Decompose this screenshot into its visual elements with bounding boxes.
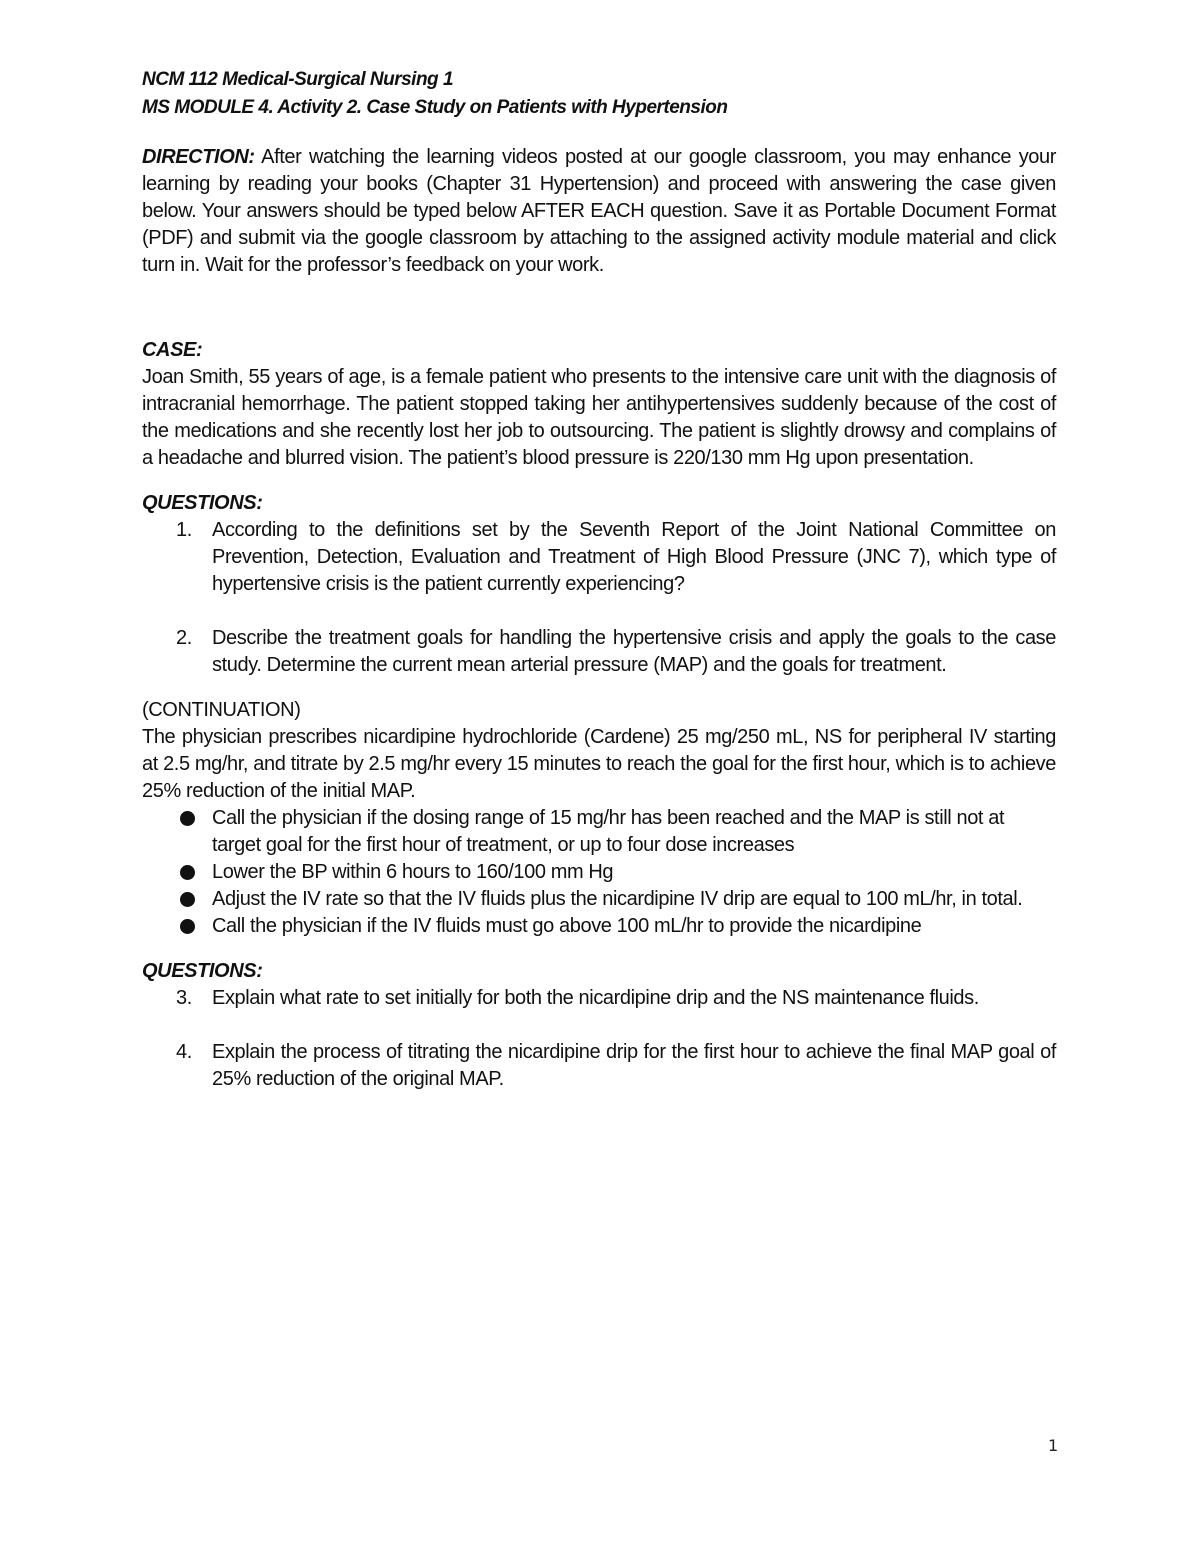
question-text: Describe the treatment goals for handling the hypertensive crisis and apply the goals to the case study. Determine the current mean arterial pressure (MAP) and the goals for treatment. [212,627,1056,676]
page-number: 1 [1048,1436,1059,1455]
question-text: According to the definitions set by the Seventh Report of the Joint National Committee on Prevention, Detection, Evaluation and Treatment of High Blood Pressure (JNC 7), which type of hypertensive crisis is the patient currently experiencing? [212,519,1056,595]
direction-text: After watching the learning videos posted at our google classroom, you may enhance your learning by reading your books (Chapter 31 Hypertension) and proceed with answering the case given below. Your answers should be typed below AFTER EACH question. Save it as Portable Document Format (PDF) and submit via the google classroom by attaching to the assigned activity module material and click turn in. Wait for the professor’s feedback on your work. [142,146,1056,276]
question-number: 3. [176,987,192,1009]
question-text: Explain the process of titrating the nicardipine drip for the first hour to achieve the final MAP goal of 25% reduction of the original MAP. [212,1041,1056,1090]
instruction-bullets [142,805,1056,940]
direction-paragraph [142,144,1056,279]
questions-heading-2: QUESTIONS: [142,960,263,982]
continuation-heading: (CONTINUATION) [142,699,301,721]
question-text: Explain what rate to set initially for both the nicardipine drip and the NS maintenance fluids. [212,987,979,1009]
bullet-text: Adjust the IV rate so that the IV fluids plus the nicardipine IV drip are equal to 100 mL/hr, in total. [212,888,1023,910]
bullet-icon [180,919,195,934]
question-list-2 [142,985,1056,1093]
question-list-1 [142,517,1056,679]
bullet-icon [180,811,195,826]
question-item [142,517,1056,598]
continuation-text: The physician prescribes nicardipine hydrochloride (Cardene) 25 mg/250 mL, NS for peripheral IV starting at 2.5 mg/hr, and titrate by 2.5 mg/hr every 15 minutes to reach the goal for the first hour, which is to achieve 25% reduction of the initial MAP. [142,726,1056,802]
question-number: 2. [176,627,192,649]
bullet-text: Call the physician if the dosing range of 15 mg/hr has been reached and the MAP is still not at target goal for the first hour of treatment, or up to four dose increases [212,807,1005,856]
question-item [142,625,1056,679]
question-number: 1. [176,519,192,541]
page-content [142,66,1056,1093]
module-title: MS MODULE 4. Activity 2. Case Study on Patients with Hypertension [142,97,728,118]
question-item [142,985,1056,1012]
bullet-item [142,913,1056,940]
bullet-item [142,886,1056,913]
question-number: 4. [176,1041,192,1063]
bullet-text: Lower the BP within 6 hours to 160/100 mm Hg [212,861,614,883]
bullet-text: Call the physician if the IV fluids must go above 100 mL/hr to provide the nicardipine [212,915,922,937]
bullet-icon [180,892,195,907]
course-title: NCM 112 Medical-Surgical Nursing 1 [142,69,454,90]
bullet-item [142,859,1056,886]
question-item [142,1039,1056,1093]
case-heading: CASE: [142,339,203,361]
bullet-item [142,805,1056,859]
direction-label: DIRECTION: [142,146,255,168]
case-text: Joan Smith, 55 years of age, is a female patient who presents to the intensive care unit with the diagnosis of intracranial hemorrhage. The patient stopped taking her antihypertensives suddenly because of the cost of the medications and she recently lost her job to outsourcing. The patient is slightly drowsy and complains of a headache and blurred vision. The patient’s blood pressure is 220/130 mm Hg upon presentation. [142,366,1056,469]
questions-heading-1: QUESTIONS: [142,492,263,514]
bullet-icon [180,865,195,880]
